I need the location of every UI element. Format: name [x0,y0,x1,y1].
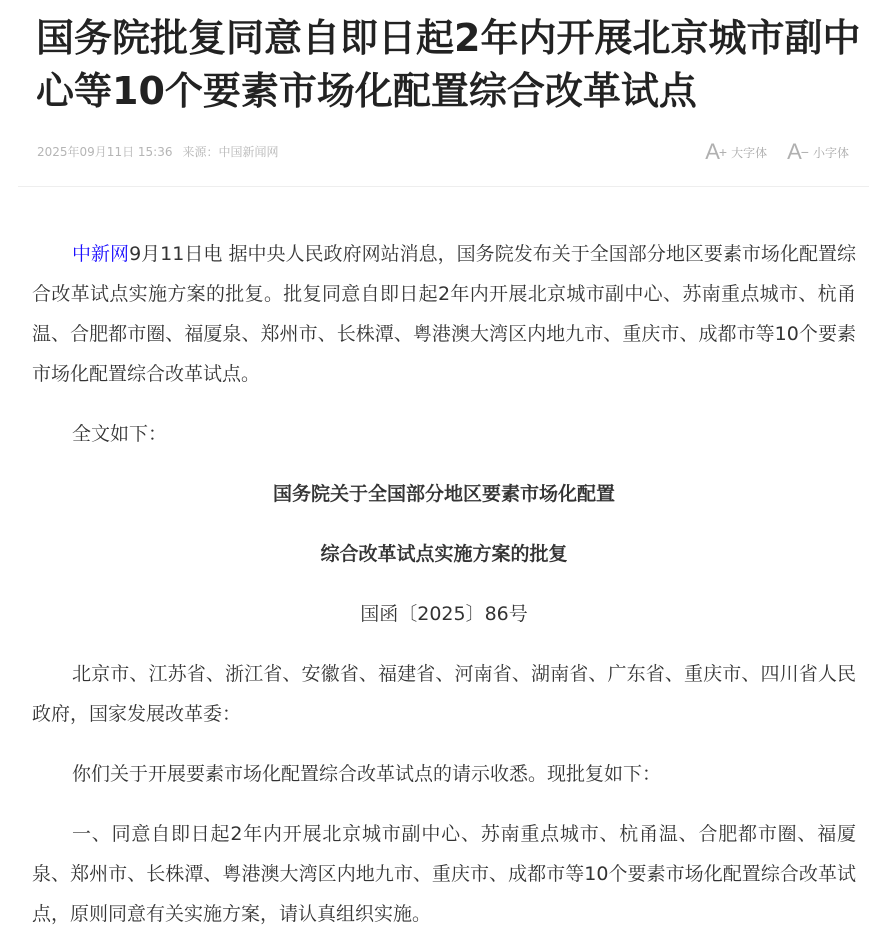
addressees-paragraph: 北京市、江苏省、浙江省、安徽省、福建省、河南省、湖南省、广东省、重庆市、四川省人民政府，国家发展改革委： [32,663,856,725]
font-increase-icon: A+ [705,139,728,164]
article-source: 来源：中国新闻网 [182,145,279,159]
increase-font-label: 大字体 [731,145,768,160]
document-heading-line2: 综合改革试点实施方案的批复 [320,543,568,565]
article-title: 国务院批复同意自即日起2年内开展北京城市副中心等10个要素市场化配置综合改革试点 [36,16,861,113]
increase-font-button[interactable] [705,140,767,164]
receipt-paragraph: 你们关于开展要素市场化配置综合改革试点的请示收悉。现批复如下： [72,763,662,785]
decrease-font-label: 小字体 [812,145,849,160]
publish-date: 2025年09月11日 15:36 [37,145,173,159]
fulltext-intro: 全文如下： [72,423,168,445]
document-heading-line1: 国务院关于全国部分地区要素市场化配置 [272,483,615,505]
header-divider [18,186,869,187]
lead-paragraph [32,234,856,394]
font-decrease-icon: A− [787,139,809,164]
document-number: 国函〔2025〕86号 [360,603,528,625]
article-body [32,234,856,939]
lead-text: 9月11日电 据中央人民政府网站消息，国务院发布关于全国部分地区要素市场化配置综合改革试点实施方案的批复。批复同意自即日起2年内开展北京城市副中心、苏南重点城市、杭甬温、合肥都市圈、福厦泉、郑州市、长株潭、粤港澳大湾区内地九市、重庆市、成都市等10个要素市场化配置综合改革试点。 [32,243,856,385]
font-size-tools [705,140,849,164]
source-link[interactable]: 中新网 [72,243,130,265]
decrease-font-button[interactable] [787,140,849,164]
item-one-paragraph: 一、同意自即日起2年内开展北京城市副中心、苏南重点城市、杭甬温、合肥都市圈、福厦泉、郑州市、长株潭、粤港澳大湾区内地九市、重庆市、成都市等10个要素市场化配置综合改革试点，原则同意有关实施方案，请认真组织实施。 [32,823,856,925]
article-meta [37,144,279,160]
